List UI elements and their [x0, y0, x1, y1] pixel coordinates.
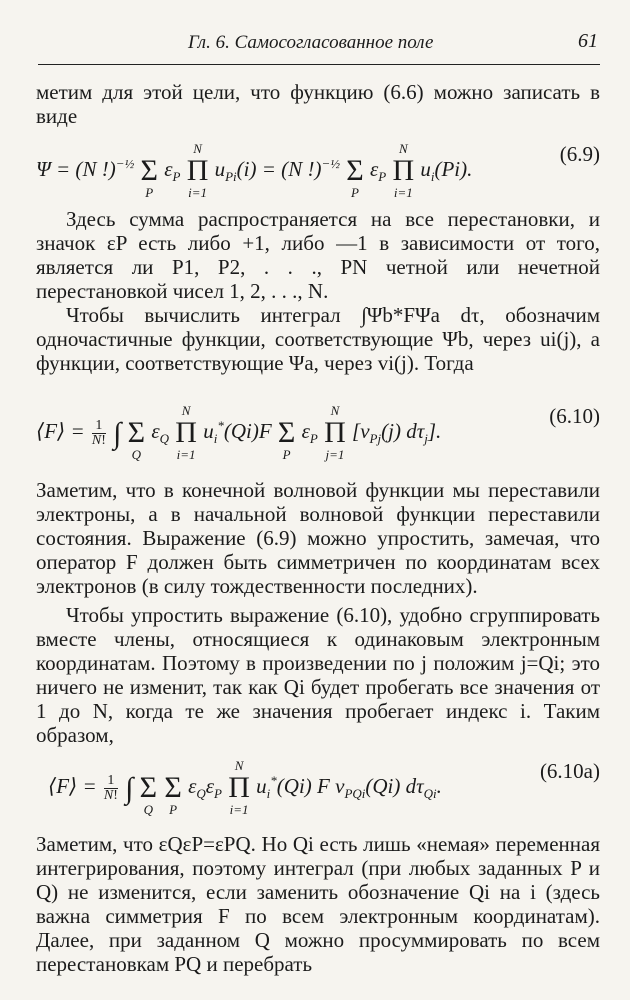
equation-6-9 — [36, 128, 600, 200]
equation-6-10a-formula: ⟨F⟩ = $\frac{1}{N!}$ ∫ Σ Q Σ P $\varepsilon_Q\varepsilon_P$ N Π i=1 $u_i^*(Qi)$ F $v_{PQi}(Qi)$ $d\tau_{Qi}$. — [48, 758, 442, 817]
paragraph-sum-explanation: Здесь сумма распространяется на все перестановки, и значок εP есть либо +1, либо —1 в зависимости от того, является ли P1, P2, . . ., PN четной или нечетной перестановкой чисел 1, 2, . . ., N. — [36, 207, 600, 303]
chapter-title: Гл. 6. Самосогласованное поле — [188, 32, 434, 53]
equation-number: (6.10) — [549, 404, 600, 428]
equation-6-9-formula: Ψ = (N !)$^{-\frac{1}{2}}$ Σ P $\varepsilon_P$ N Π i=1 $u_{Pi}(i) = (N$ !)$^{-\frac{1}{2}}$ Σ P $\varepsilon_P$ N Π i=1 $u_i(Pi)$. — [36, 141, 473, 200]
equation-6-10 — [36, 390, 600, 462]
equation-number: (6.10a) — [539, 759, 600, 783]
paragraph-simplify: Чтобы упростить выражение (6.10), удобно сгруппировать вместе члены, относящиеся к одинаковым электронным координатам. Поэтому в произведении по j положим j=Qi; это ничего не изменит, так как Qi будет пробегать все значения от 1 до N, когда те же значения пробегает индекс i. Таким образом, — [36, 603, 600, 747]
paragraph-permutations: Заметим, что εQεP=εPQ. Но Qi есть лишь «немая» переменная интегрирования, поэтому интеграл (при любых заданных P и Q) не изменится, если заменить обозначение Qi на i (здесь важна симметрия F по всем электронным координатам). Далее, при заданном Q можно просуммировать по всем перестановкам PQ и перебрать — [36, 832, 600, 976]
equation-6-10a — [36, 745, 600, 817]
equation-6-10-formula: ⟨F⟩ = $\frac{1}{N!}$ ∫ Σ Q $\varepsilon_Q$ N Π i=1 $u_i^*(Qi)F$ Σ P $\varepsilon_P$ N Π j=1 [$v_{Pj}(j)$ $d\tau_j$]. — [36, 403, 442, 462]
page-header — [38, 28, 600, 65]
paragraph-integral: Чтобы вычислить интеграл ∫Ψb*FΨa dτ, обозначим одночастичные функции, соответствующие Ψb, через ui(j), а функции, соответствующие Ψa, через vi(j). Тогда — [36, 303, 600, 375]
paragraph-remark: Заметим, что в конечной волновой функции мы переставили электроны, а в начальной волновой функции переставили состояния. Выражение (6.9) можно упростить, замечая, что оператор F должен быть симметричен по координатам всех электронов (в силу тождественности последних). — [36, 478, 600, 598]
page-number: 61 — [578, 30, 598, 52]
equation-number: (6.9) — [559, 142, 600, 166]
paragraph-intro: метим для этой цели, что функцию (6.6) можно записать в виде — [36, 80, 600, 128]
